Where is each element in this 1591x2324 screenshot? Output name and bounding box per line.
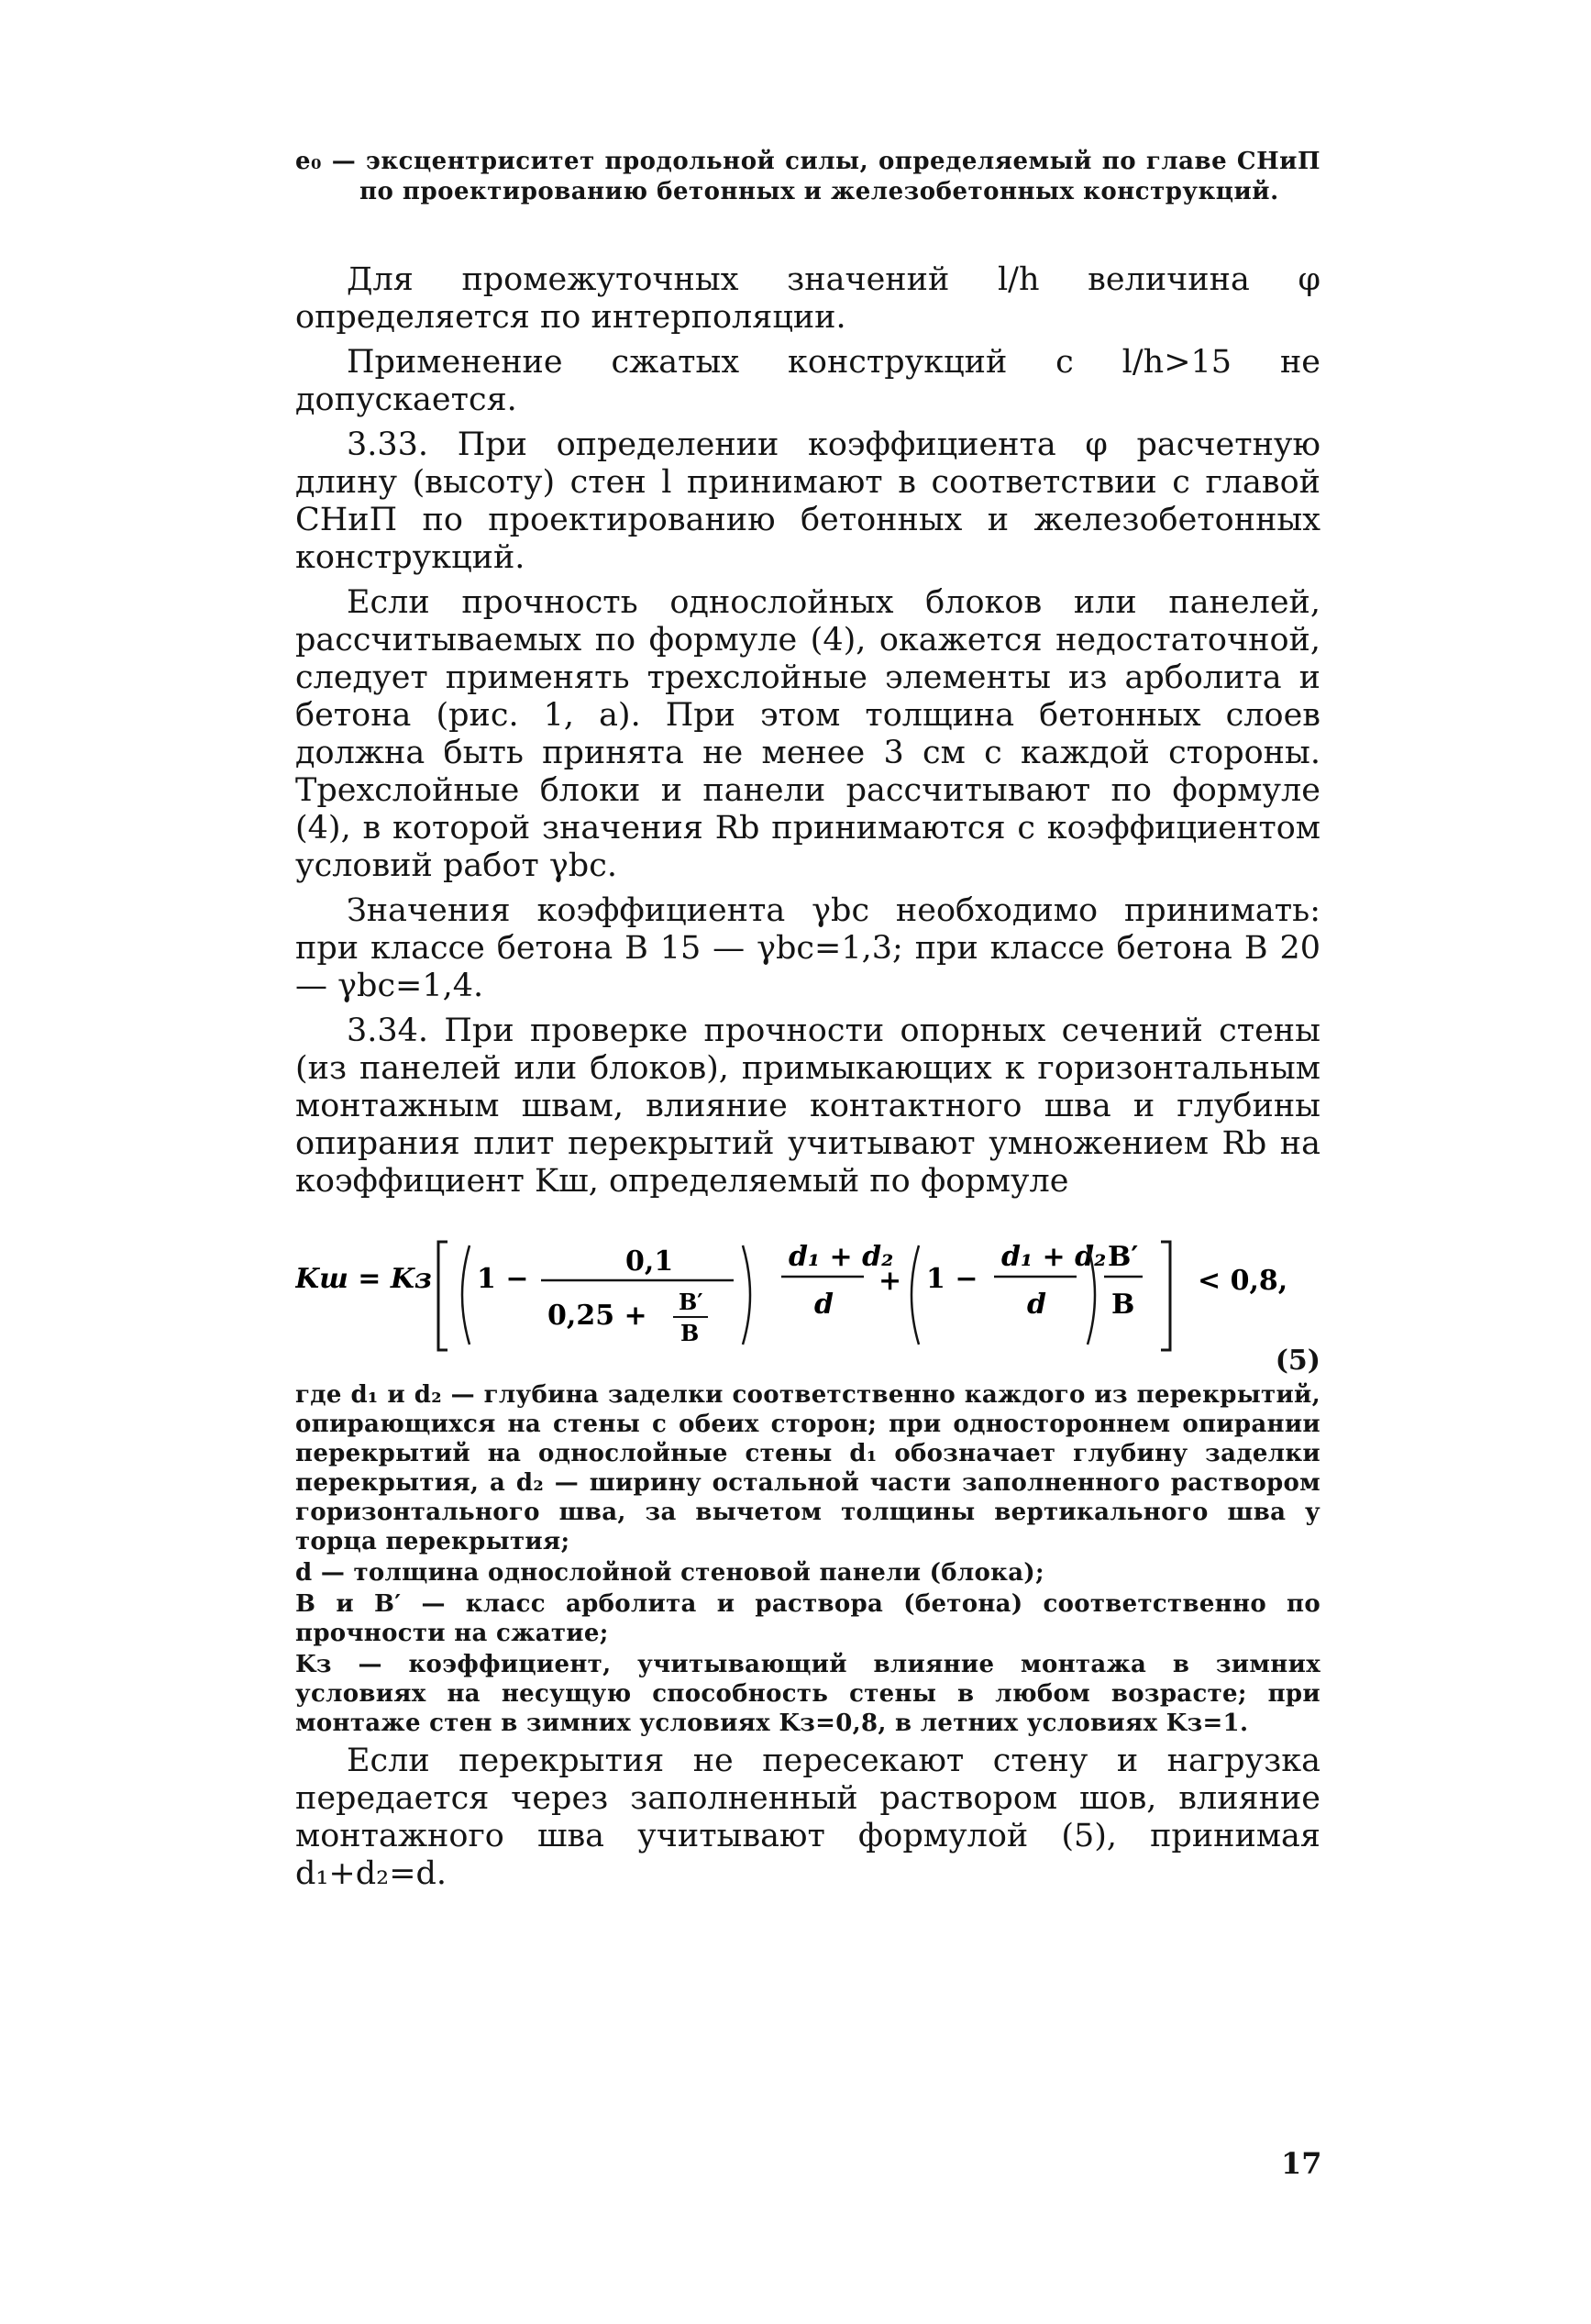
- formula-lhs: Kш = Kз: [295, 1263, 433, 1295]
- formula-d: d: [814, 1289, 834, 1321]
- formula-number: (5): [1275, 1345, 1320, 1377]
- formula-dsum-2: d₁ + d₂: [1001, 1241, 1107, 1273]
- svg-text:1 −: 1 −: [477, 1263, 529, 1295]
- definition-item: Kз — коэффициент, учитывающий влияние монтажа в зимних условиях на несущую способность стены в любом возрасте; при монтаже стен в зимних условиях Kз=0,8, в летних условиях Kз=1.: [295, 1651, 1320, 1737]
- body-block-1: [295, 261, 1320, 1208]
- paragraph: Для промежуточных значений l/h величина φ определяется по интерполяции.: [295, 261, 1320, 336]
- top-note: [295, 147, 1320, 207]
- formula-graphic: [295, 1229, 1320, 1385]
- paragraph: 3.33. При определении коэффициента φ расчетную длину (высоту) стен l принимают в соответствии с главой СНиП по проектированию бетонных и железобетонных конструкций.: [295, 426, 1320, 576]
- formula-dsum: d₁ + d₂: [789, 1241, 894, 1273]
- formula-5: [295, 1229, 1320, 1377]
- formula-d-2: d: [1027, 1289, 1046, 1321]
- paragraph: 3.34. При проверке прочности опорных сечений стены (из панелей или блоков), примыкающих к горизонтальным монтажным швам, влияние контактного шва и глубины опирания плит перекрытий учитывают умножением Rb на коэффициент Kш, определяемый по формуле: [295, 1013, 1320, 1200]
- formula-den1a: 0,25 +: [547, 1300, 647, 1332]
- formula-bden: B: [680, 1320, 700, 1346]
- definition-item: d — толщина однослойной стеновой панели (блока);: [295, 1559, 1044, 1587]
- svg-text:1 −: 1 −: [926, 1263, 978, 1295]
- paragraph: Если перекрытия не пересекают стену и нагрузка передается через заполненный раствором шов, влияние монтажного шва учитывают формулой (5), принимая d₁+d₂=d.: [295, 1743, 1320, 1892]
- formula-bnum: B′: [679, 1289, 703, 1315]
- paragraph: Значения коэффициента γbc необходимо принимать: при классе бетона В 15 — γbc=1,3; при классе бетона В 20 — γbc=1,4.: [295, 892, 1320, 1004]
- formula-plus: +: [878, 1265, 902, 1297]
- formula-bden-2: B: [1111, 1289, 1135, 1321]
- formula-bnum-2: B′: [1108, 1241, 1139, 1273]
- definition-item: где d₁ и d₂ — глубина заделки соответственно каждого из перекрытий, опирающихся на стены с обеих сторон; при одностороннем опирании перекрытий на однослойные стены d₁ обозначает глубину заделки перекрытия, а d₂ — ширину остальной части заполненного раствором горизонтального шва, за вычетом толщины вертикального шва у торца перекрытия;: [295, 1381, 1320, 1555]
- top-note-text: e₀ — эксцентриситет продольной силы, определяемый по главе СНиП по проектированию бетонных и железобетонных конструкций.: [295, 148, 1320, 205]
- paragraph: Если прочность однослойных блоков или панелей, рассчитываемых по формуле (4), окажется недостаточной, следует применять трехслойные элементы из арболита и бетона (рис. 1, а). При этом толщина бетонных слоев должна быть принята не менее 3 см с каждой стороны. Трехслойные блоки и панели рассчитывают по формуле (4), в которой значения Rb принимаются с коэффициентом условий работ γbc.: [295, 584, 1320, 884]
- formula-num1: 0,1: [625, 1245, 674, 1278]
- definition-item: В и В′ — класс арболита и раствора (бетона) соответственно по прочности на сжатие;: [295, 1590, 1320, 1647]
- page-number: 17: [1281, 2146, 1322, 2181]
- definitions-block: [295, 1380, 1320, 1740]
- paragraph: Применение сжатых конструкций с l/h>15 не допускается.: [295, 344, 1320, 418]
- body-block-2: [295, 1743, 1320, 1900]
- formula-rhs: < 0,8,: [1198, 1265, 1288, 1297]
